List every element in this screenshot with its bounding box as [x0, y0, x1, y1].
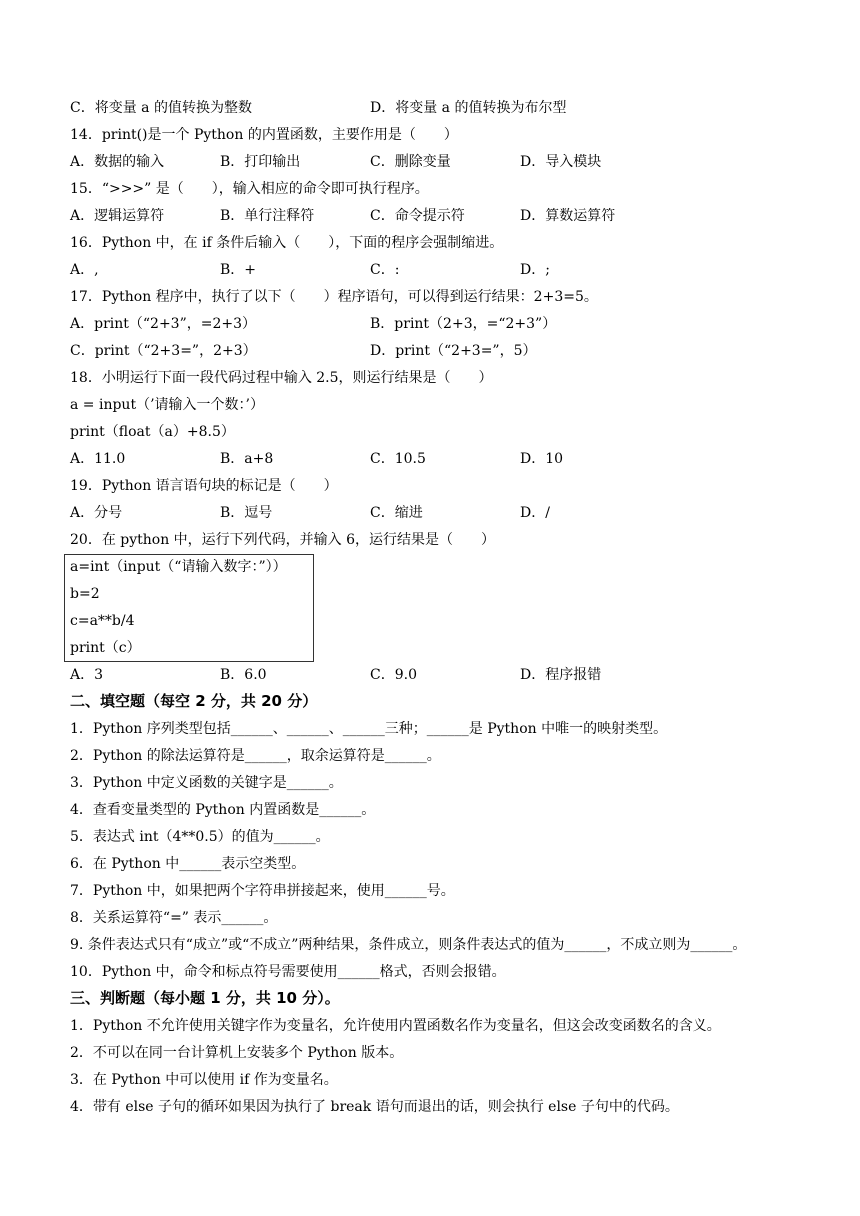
question-text: 9. 条件表达式只有“成立”或“不成立”两种结果，条件成立，则条件表达式的值为______，不成立则为______。	[70, 936, 747, 953]
question-text: 7．Python 中，如果把两个字符串拼接起来，使用______号。	[70, 882, 455, 899]
answer-option: C．缩进	[370, 504, 423, 521]
code-line	[70, 634, 810, 661]
answer-options	[70, 148, 810, 175]
answer-option: C．:	[370, 261, 400, 278]
answer-option: D．导入模块	[520, 153, 602, 170]
answer-option: A．数据的输入	[70, 153, 165, 170]
answer-options	[70, 202, 810, 229]
question-line	[70, 229, 810, 256]
answer-options	[70, 256, 810, 283]
question-line	[70, 931, 810, 958]
question-text: 5．表达式 int（4**0.5）的值为______。	[70, 828, 330, 845]
answer-option: B．打印输出	[220, 153, 301, 170]
answer-option: B．+	[220, 261, 257, 278]
question-line	[70, 904, 810, 931]
question-line	[70, 742, 810, 769]
answer-option: C．命令提示符	[370, 207, 465, 224]
answer-option: A．,	[70, 261, 99, 278]
question-text: 1．Python 不允许使用关键字作为变量名，允许使用内置函数名作为变量名，但这会改变函数名的含义。	[70, 1017, 721, 1034]
question-text: print（float（a）+8.5）	[70, 423, 235, 440]
question-line	[70, 1066, 810, 1093]
answer-options	[70, 310, 810, 337]
question-text: 19．Python 语言语句块的标记是（ ）	[70, 477, 338, 494]
answer-option: D．程序报错	[520, 666, 602, 683]
question-text: 8．关系运算符“=” 表示______。	[70, 909, 278, 926]
question-line	[70, 364, 810, 391]
answer-option: A．逻辑运算符	[70, 207, 165, 224]
question-line	[70, 823, 810, 850]
question-text: 4．带有 else 子句的循环如果因为执行了 break 语句而退出的话，则会执行 else 子句中的代码。	[70, 1098, 679, 1115]
code-text: print（c）	[70, 639, 141, 656]
answer-option: A．分号	[70, 504, 123, 521]
question-text: 2．Python 的除法运算符是______，取余运算符是______。	[70, 747, 441, 764]
question-text: 6．在 Python 中______表示空类型。	[70, 855, 306, 872]
answer-option: D．将变量 a 的值转换为布尔型	[370, 99, 567, 116]
answer-option: C．print（“2+3=”，2+3）	[70, 342, 257, 359]
answer-options	[70, 94, 810, 121]
answer-option: B．6.0	[220, 666, 267, 683]
question-text: 2．不可以在同一台计算机上安装多个 Python 版本。	[70, 1044, 404, 1061]
answer-option: C．删除变量	[370, 153, 451, 170]
section-heading-text: 二、填空题（每空 2 分，共 20 分）	[70, 692, 318, 710]
question-line	[70, 121, 810, 148]
question-line	[70, 526, 810, 553]
answer-options	[70, 337, 810, 364]
question-line	[70, 877, 810, 904]
answer-option: B．print（2+3，=“2+3”）	[370, 315, 557, 332]
question-line	[70, 850, 810, 877]
answer-option: D．;	[520, 261, 550, 278]
question-text: 14．print()是一个 Python 的内置函数，主要作用是（ ）	[70, 126, 458, 143]
question-text: 3．在 Python 中可以使用 if 作为变量名。	[70, 1071, 338, 1088]
question-line	[70, 283, 810, 310]
code-line	[70, 553, 810, 580]
answer-option: D．10	[520, 450, 564, 467]
question-line	[70, 1012, 810, 1039]
answer-option: B．a+8	[220, 450, 274, 467]
question-text: 15．“>>>” 是（ ），输入相应的命令即可执行程序。	[70, 180, 429, 197]
exam-page	[70, 94, 810, 1120]
question-line	[70, 175, 810, 202]
question-line	[70, 391, 810, 418]
answer-option: A．11.0	[70, 450, 126, 467]
question-line	[70, 418, 810, 445]
answer-option: C．将变量 a 的值转换为整数	[70, 99, 252, 116]
question-text: 16．Python 中，在 if 条件后输入（ ），下面的程序会强制缩进。	[70, 234, 504, 251]
question-line	[70, 796, 810, 823]
answer-option: A．print（“2+3”，=2+3）	[70, 315, 257, 332]
question-text: 20．在 python 中，运行下列代码，并输入 6，运行结果是（ ）	[70, 531, 496, 548]
answer-options	[70, 445, 810, 472]
answer-option: A．3	[70, 666, 104, 683]
question-text: 18．小明运行下面一段代码过程中输入 2.5，则运行结果是（ ）	[70, 369, 493, 386]
answer-option: D．/	[520, 504, 550, 521]
section-heading	[70, 985, 810, 1012]
question-text: 4．查看变量类型的 Python 内置函数是______。	[70, 801, 376, 818]
answer-option: D．算数运算符	[520, 207, 616, 224]
answer-option: B．单行注释符	[220, 207, 315, 224]
answer-option: D．print（“2+3=”，5）	[370, 342, 537, 359]
code-text: a=int（input（“请输入数字：”））	[70, 558, 287, 575]
section-heading	[70, 688, 810, 715]
question-line	[70, 1093, 810, 1120]
question-text: 3．Python 中定义函数的关键字是______。	[70, 774, 343, 791]
code-line	[70, 580, 810, 607]
question-text: 1．Python 序列类型包括______、______、______三种；______是 Python 中唯一的映射类型。	[70, 720, 668, 737]
question-line	[70, 769, 810, 796]
answer-options	[70, 499, 810, 526]
question-line	[70, 715, 810, 742]
answer-option: C．10.5	[370, 450, 426, 467]
question-line	[70, 472, 810, 499]
question-line	[70, 1039, 810, 1066]
question-text: 10．Python 中，命令和标点符号需要使用______格式，否则会报错。	[70, 963, 506, 980]
code-text: c=a**b/4	[70, 612, 135, 629]
code-text: b=2	[70, 585, 100, 602]
answer-option: B．逗号	[220, 504, 273, 521]
section-heading-text: 三、判断题（每小题 1 分，共 10 分）。	[70, 989, 340, 1007]
question-text: 17．Python 程序中，执行了以下（ ）程序语句，可以得到运行结果：2+3=5。	[70, 288, 598, 305]
answer-option: C．9.0	[370, 666, 417, 683]
code-line	[70, 607, 810, 634]
question-text: a = input（’请输入一个数：’）	[70, 396, 264, 413]
question-line	[70, 958, 810, 985]
answer-options	[70, 661, 810, 688]
